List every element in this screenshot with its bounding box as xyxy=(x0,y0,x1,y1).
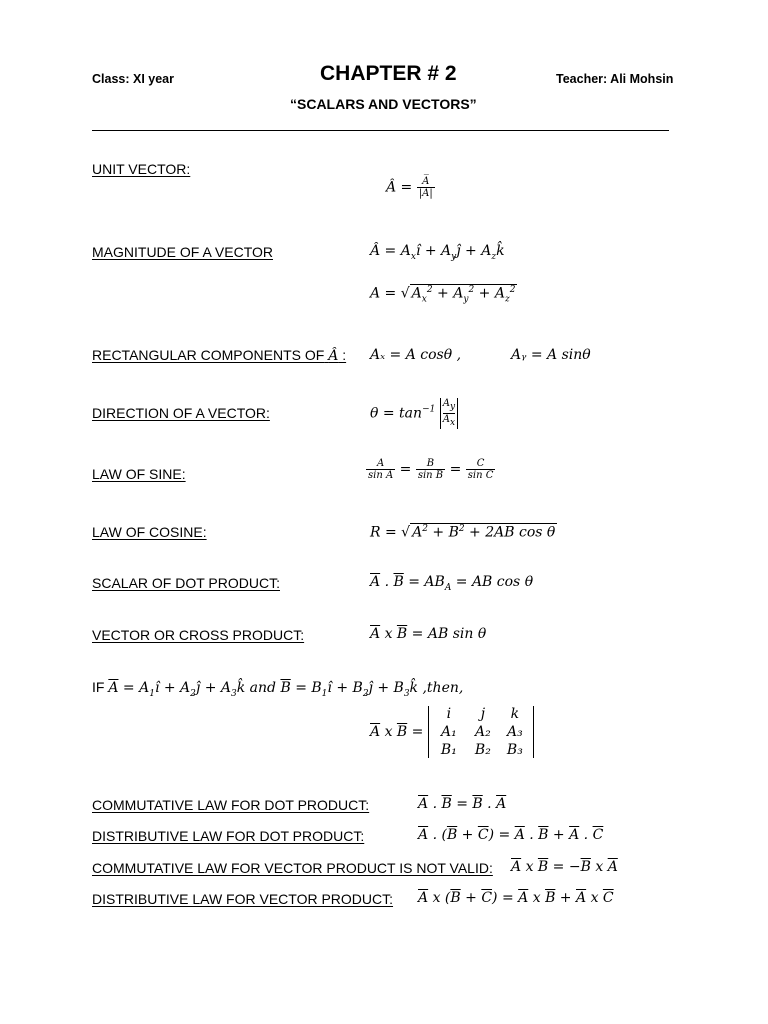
law-cosine-formula: R = √ $A^2 + B^2 + 2AB$ cos θ xyxy=(370,524,556,541)
chapter-title: CHAPTER # 2 xyxy=(320,62,457,85)
cross-product-label: VECTOR OR CROSS PRODUCT: xyxy=(92,627,305,643)
determinant-matrix: i j k A₁ A₂ A₃ B₁ B₂ B₃ xyxy=(428,706,534,758)
direction-formula: $\theta = \tan^{-1}$ $\frac{A_y}{A_x}$ xyxy=(370,398,458,429)
comm-vec-formula: $\overline{A}$ x $\overline{B} = -\overline{B}$ x $\overline{A}$ xyxy=(511,859,618,875)
direction-label: DIRECTION OF A VECTOR: xyxy=(92,405,270,421)
comm-vec-label: COMMUTATIVE LAW FOR VECTOR PRODUCT IS NOT VALID: xyxy=(92,860,493,876)
dist-dot-label: DISTRIBUTIVE LAW FOR DOT PRODUCT: xyxy=(92,828,365,844)
header-divider xyxy=(92,130,669,131)
ay-formula: Aᵧ = A sinθ xyxy=(511,347,591,363)
class-label: Class: XI year xyxy=(92,72,174,86)
law-sine-label: LAW OF SINE: xyxy=(92,466,186,482)
unit-vector-formula: Â = $\frac{A̅}{|A|}$ xyxy=(386,176,433,199)
magnitude-label: MAGNITUDE OF A VECTOR xyxy=(92,244,273,260)
comm-dot-formula: $\overline{A}$ . $\overline{B} = \overline{B}$ . $\overline{A}$ xyxy=(418,796,507,812)
comm-dot-label: COMMUTATIVE LAW FOR DOT PRODUCT: xyxy=(92,797,370,813)
if-statement: IF $\overline{A}$ = $A_1î$ + $A_2ĵ$ + $A_3k̂$ and $\overline{B}$ = $B_1î$ + $B_2ĵ$ + $B_3k̂$ ,then, xyxy=(92,679,464,699)
cross-product-formula: $\overline{A}$ x $\overline{B}$ = AB sin θ xyxy=(370,626,487,642)
dist-dot-formula: $\overline{A}$ . $(\overline{B} + \overline{C}) = \overline{A}$ . $\overline{B} + \overline{A}$ . $\overline{C}$ xyxy=(418,827,604,843)
law-sine-formula: $\frac{A}{\text{sin A}}$ = $\frac{B}{\text{sin B}}$ = $\frac{C}{\text{sin C}}$ xyxy=(368,458,494,481)
ax-formula: Aₓ = A cosθ , xyxy=(370,347,462,363)
rect-components-label: RECTANGULAR COMPONENTS OF Â : xyxy=(92,347,347,364)
dist-vec-formula: $\overline{A}$ x $(\overline{B} + \overline{C}) = \overline{A}$ x $\overline{B} + \overline{A}$ x $\overline{C}$ xyxy=(418,890,614,906)
dot-product-formula: $\overline{A}$ . $\overline{B} = AB_A$ = AB cos θ xyxy=(370,574,534,593)
unit-vector-label: UNIT VECTOR: xyxy=(92,161,191,177)
magnitude-formula: A = √ $A_x^2 + A_y^2 + A_z^2$ xyxy=(370,285,516,305)
cross-determinant: $\overline{A}$ x $\overline{B}$ = i j k A₁ A₂ A₃ B₁ B₂ B₃ xyxy=(370,706,534,758)
teacher-label: Teacher: Ali Mohsin xyxy=(556,72,674,86)
dot-product-label: SCALAR OF DOT PRODUCT: xyxy=(92,575,280,591)
vector-components-formula: Â = $A_xî$ + $A_yĵ$ + $A_zk̂$ xyxy=(370,243,505,262)
chapter-subtitle: “SCALARS AND VECTORS” xyxy=(290,96,477,112)
law-cosine-label: LAW OF COSINE: xyxy=(92,524,207,540)
dist-vec-label: DISTRIBUTIVE LAW FOR VECTOR PRODUCT: xyxy=(92,891,394,907)
